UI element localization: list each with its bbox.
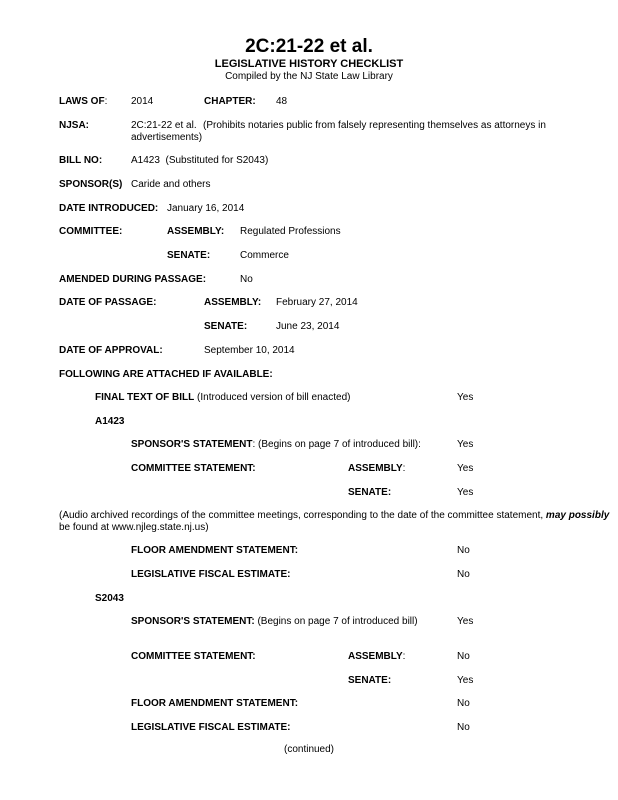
committee-label: COMMITTEE: — [59, 226, 123, 237]
s2043-committee-assembly-value: No — [457, 651, 470, 662]
amended-label: AMENDED DURING PASSAGE: — [59, 274, 207, 285]
chapter-value: 48 — [276, 96, 288, 107]
s2043-committee-senate-value: Yes — [457, 675, 474, 686]
a1423-floor-amendment-label: FLOOR AMENDMENT STATEMENT: — [131, 545, 299, 556]
passage-assembly-label: ASSEMBLY: — [204, 297, 262, 308]
njsa-value: 2C:21-22 et al. — [131, 120, 197, 131]
a1423-fiscal-estimate-label: LEGISLATIVE FISCAL ESTIMATE: — [131, 569, 291, 580]
continued-note: (continued) — [283, 744, 335, 755]
date-of-approval-label: DATE OF APPROVAL: — [59, 345, 163, 356]
s2043-sponsor-statement-value: Yes — [457, 616, 474, 627]
chapter-label: CHAPTER: — [204, 96, 256, 107]
njsa-description-cont: advertisements) — [131, 132, 203, 143]
attachments-heading: FOLLOWING ARE ATTACHED IF AVAILABLE: — [59, 369, 273, 380]
s2043-committee-assembly-label: ASSEMBLY: — [348, 651, 406, 662]
s2043-heading: S2043 — [95, 593, 124, 604]
amended-value: No — [240, 274, 253, 285]
date-introduced-value: January 16, 2014 — [167, 203, 245, 214]
bill-no-label: BILL NO: — [59, 155, 103, 166]
s2043-floor-amendment-value: No — [457, 698, 470, 709]
s2043-committee-senate-label: SENATE: — [348, 675, 392, 686]
passage-assembly-value: February 27, 2014 — [276, 297, 358, 308]
page-subtitle: LEGISLATIVE HISTORY CHECKLIST — [214, 58, 404, 70]
committee-senate-value: Commerce — [240, 250, 289, 261]
final-text-value: Yes — [457, 392, 474, 403]
njsa-description: (Prohibits notaries public from falsely representing themselves as attorneys in — [203, 120, 546, 131]
a1423-committee-senate-label: SENATE: — [348, 487, 392, 498]
passage-senate-label: SENATE: — [204, 321, 248, 332]
date-introduced-label: DATE INTRODUCED: — [59, 203, 159, 214]
njsa-label: NJSA: — [59, 120, 90, 131]
passage-senate-value: June 23, 2014 — [276, 321, 340, 332]
s2043-floor-amendment-label: FLOOR AMENDMENT STATEMENT: — [131, 698, 299, 709]
a1423-fiscal-estimate-value: No — [457, 569, 470, 580]
a1423-floor-amendment-value: No — [457, 545, 470, 556]
committee-assembly-label: ASSEMBLY: — [167, 226, 225, 237]
a1423-committee-senate-value: Yes — [457, 487, 474, 498]
sponsor-value: Caride and others — [131, 179, 211, 190]
audio-note: (Audio archived recordings of the committee meetings, corresponding to the date of the committee statement, may possibly — [59, 510, 610, 521]
a1423-heading: A1423 — [95, 416, 125, 427]
date-of-approval-value: September 10, 2014 — [204, 345, 295, 356]
s2043-committee-statement-label: COMMITTEE STATEMENT: — [131, 651, 256, 662]
a1423-committee-statement-label: COMMITTEE STATEMENT: — [131, 463, 256, 474]
bill-no-value: A1423 (Substituted for S2043) — [131, 155, 269, 166]
committee-assembly-value: Regulated Professions — [240, 226, 341, 237]
s2043-sponsor-statement-label: SPONSOR'S STATEMENT: (Begins on page 7 of introduced bill) — [131, 616, 418, 627]
committee-senate-label: SENATE: — [167, 250, 211, 261]
date-of-passage-label: DATE OF PASSAGE: — [59, 297, 157, 308]
laws-of-label: LAWS OF: — [59, 96, 108, 107]
laws-of-value: 2014 — [131, 96, 154, 107]
a1423-committee-assembly-value: Yes — [457, 463, 474, 474]
a1423-committee-assembly-label: ASSEMBLY: — [348, 463, 406, 474]
final-text-label: FINAL TEXT OF BILL (Introduced version of bill enacted) — [95, 392, 351, 403]
s2043-fiscal-estimate-value: No — [457, 722, 470, 733]
audio-note-cont: be found at www.njleg.state.nj.us) — [59, 522, 209, 533]
a1423-sponsor-statement-label: SPONSOR'S STATEMENT: (Begins on page 7 of introduced bill): — [131, 439, 421, 450]
page-title: 2C:21-22 et al. — [245, 36, 373, 57]
sponsor-label: SPONSOR(S) — [59, 179, 123, 190]
a1423-sponsor-statement-value: Yes — [457, 439, 474, 450]
s2043-fiscal-estimate-label: LEGISLATIVE FISCAL ESTIMATE: — [131, 722, 291, 733]
compiled-by: Compiled by the NJ State Law Library — [225, 71, 393, 82]
